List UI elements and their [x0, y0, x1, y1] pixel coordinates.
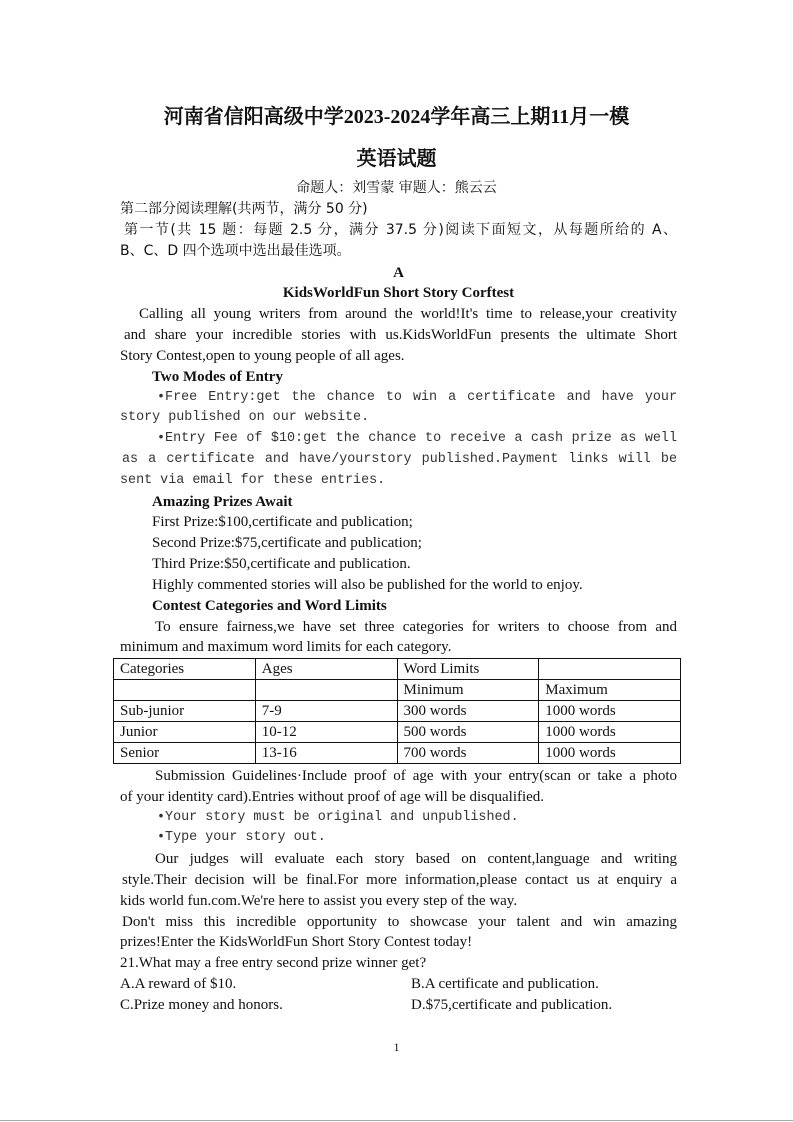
instruction-line: 第二部分阅读理解(共两节，满分 50 分)	[120, 201, 368, 217]
mode-line: story published on our website.	[120, 410, 370, 425]
mode-line: as a certificate and have/yourstory published.Payment links will be	[122, 452, 677, 467]
submission-line: Submission Guidelines·Include proof of age with your entry(scan or take a photo	[155, 768, 677, 784]
table-cell: 1000 words	[539, 743, 681, 764]
table-cell: 700 words	[397, 743, 539, 764]
categories-intro-line: minimum and maximum word limits for each category.	[120, 639, 452, 655]
section-heading: Contest Categories and Word Limits	[152, 598, 387, 614]
instruction-line: 第一节(共 15 题：每题 2.5 分，满分 37.5 分)阅读下面短文，从每题所给的 A、	[124, 222, 677, 238]
table-cell: Senior	[114, 743, 256, 764]
table-cell: 7-9	[255, 701, 397, 722]
table-cell: Word Limits	[397, 659, 539, 680]
rule-line: •Type your story out.	[157, 830, 326, 845]
exam-subtitle: 英语试题	[356, 148, 437, 170]
intro-line: and share your incredible stories with us.KidsWorldFun presents the ultimate Short	[124, 327, 677, 343]
section-heading: Amazing Prizes Await	[152, 494, 293, 510]
closing-line: Don't miss this incredible opportunity to showcase your talent and win amazing	[122, 914, 677, 930]
prize-line: Highly commented stories will also be published for the world to enjoy.	[152, 577, 583, 593]
section-heading: Two Modes of Entry	[152, 369, 283, 385]
option-d: D.$75,certificate and publication.	[411, 997, 613, 1013]
table-cell	[255, 680, 397, 701]
table-cell: Ages	[255, 659, 397, 680]
table-cell: Maximum	[539, 680, 681, 701]
mode-line: •Entry Fee of $10:get the chance to receive a cash prize as well	[157, 431, 677, 446]
table-cell: 1000 words	[539, 701, 681, 722]
prize-line: Second Prize:$75,certificate and publication;	[152, 535, 422, 551]
judges-line: style.Their decision will be final.For more information,please contact us at enquiry a	[122, 872, 677, 888]
table-row	[114, 659, 681, 680]
table-cell: Junior	[114, 722, 256, 743]
passage-title: KidsWorldFun Short Story Corftest	[282, 285, 515, 301]
passage-label: A	[393, 265, 404, 281]
option-b: B.A certificate and publication.	[411, 976, 599, 992]
table-cell: Minimum	[397, 680, 539, 701]
mode-line: •Free Entry:get the chance to win a certificate and have your	[157, 390, 677, 405]
authors: 命题人：刘雪蒙 审题人：熊云云	[296, 180, 497, 196]
question-stem: 21.What may a free entry second prize winner get?	[120, 955, 427, 971]
table-cell: 300 words	[397, 701, 539, 722]
table-cell	[114, 680, 256, 701]
table-cell: 500 words	[397, 722, 539, 743]
instruction-line: B、C、D 四个选项中选出最佳选项。	[120, 243, 351, 259]
table-row	[114, 743, 681, 764]
table-cell: 1000 words	[539, 722, 681, 743]
judges-line: Our judges will evaluate each story based on content,language and writing	[155, 851, 677, 867]
table-row	[114, 701, 681, 722]
exam-title: 河南省信阳高级中学2023-2024学年高三上期11月一模	[163, 106, 630, 128]
table-cell: 10-12	[255, 722, 397, 743]
mode-line: sent via email for these entries.	[120, 473, 386, 488]
table-row	[114, 722, 681, 743]
rule-line: •Your story must be original and unpublished.	[157, 810, 519, 825]
word-limits-table	[113, 658, 681, 764]
table-cell: Sub-junior	[114, 701, 256, 722]
prize-line: Third Prize:$50,certificate and publication.	[152, 556, 411, 572]
judges-line: kids world fun.com.We're here to assist you every step of the way.	[120, 893, 518, 909]
table-row	[114, 680, 681, 701]
prize-line: First Prize:$100,certificate and publication;	[152, 514, 413, 530]
option-a: A.A reward of $10.	[120, 976, 237, 992]
table-cell: Categories	[114, 659, 256, 680]
table-cell	[539, 659, 681, 680]
table-cell: 13-16	[255, 743, 397, 764]
intro-line: Story Contest,open to young people of all ages.	[120, 348, 405, 364]
page-divider	[0, 1120, 793, 1121]
intro-line: Calling all young writers from around the world!It's time to release,your creativity	[139, 306, 677, 322]
submission-line: of your identity card).Entries without proof of age will be disqualified.	[120, 789, 545, 805]
page-number: 1	[393, 1040, 400, 1054]
option-c: C.Prize money and honors.	[120, 997, 283, 1013]
closing-line: prizes!Enter the KidsWorldFun Short Story Contest today!	[120, 934, 473, 950]
categories-intro-line: To ensure fairness,we have set three categories for writers to choose from and	[155, 619, 677, 635]
